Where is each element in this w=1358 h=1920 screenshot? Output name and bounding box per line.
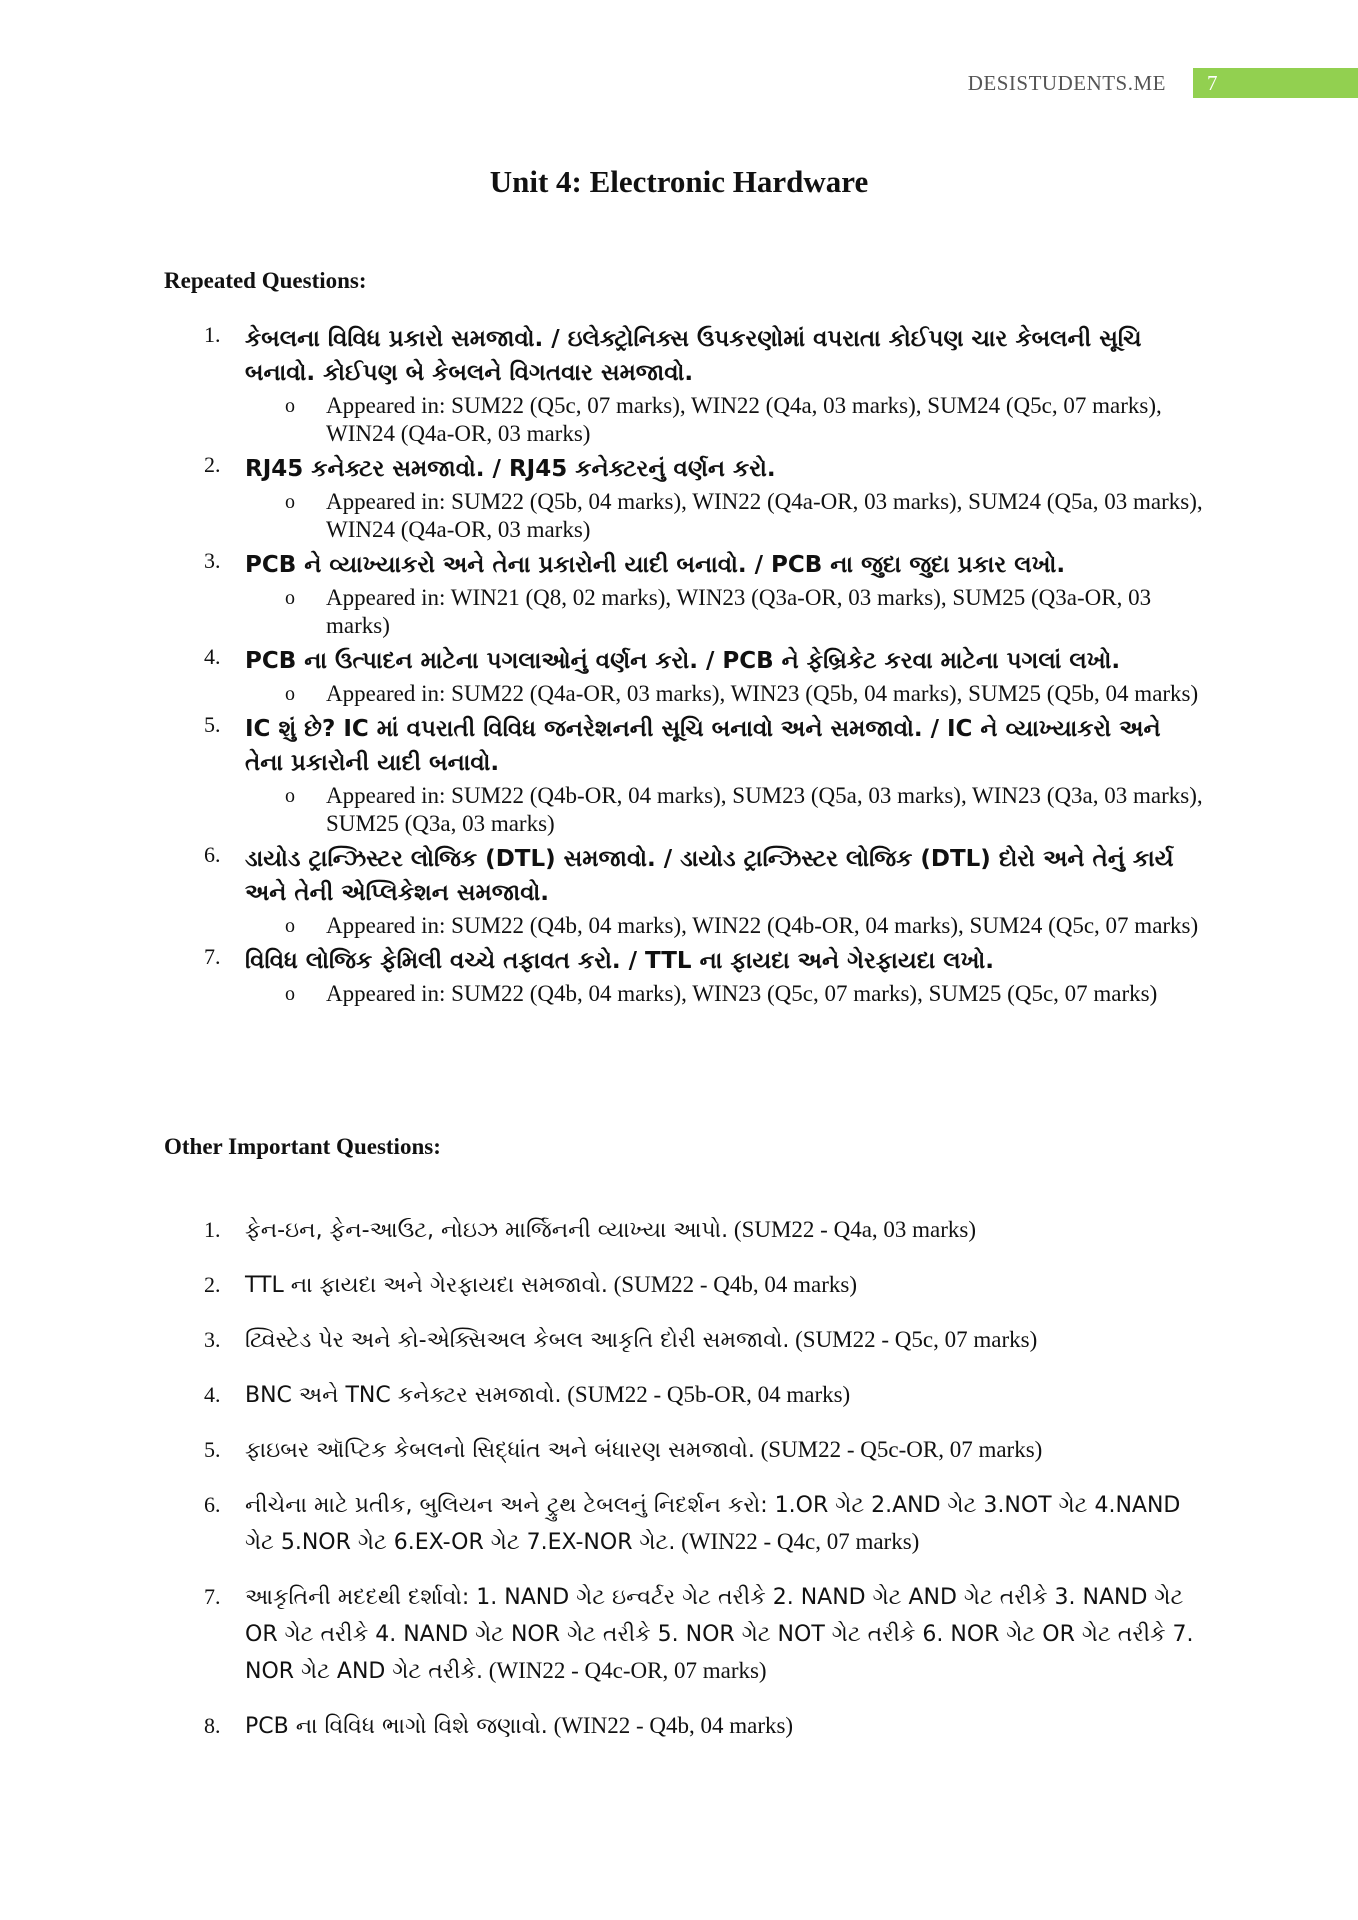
list-item: 5. IC શું છે? IC માં વપરાતી વિવિધ જનરેશનની સૂચિ બનાવો અને સમજાવો. / IC ને વ્યાખ્યાકરો અને તેના પ્રકારોની યાદી બનાવો. o Appeared in: SUM22 (Q4b-OR, 04 marks), SUM23 (Q5a, 03 marks), WIN23 (Q3a, 03 marks), SUM25 (Q3a, 03 marks)	[204, 712, 1203, 836]
list-item: 7. આકૃતિની મદદથી દર્શાવો: 1. NAND ગેટ ઇન્વર્ટર ગેટ તરીકે 2. NAND ગેટ AND ગેટ તરીકે 3. NAND ગેટ OR ગેટ તરીકે 4. NAND ગેટ NOR ગેટ તરીકે 5. NOR ગેટ NOT ગેટ તરીકે 6. NOR ગેટ OR ગેટ તરીકે 7. NOR ગેટ AND ગેટ તરીકે. (WIN22 - Q4c-OR, 07 marks)	[204, 1584, 1194, 1684]
appeared-in: o Appeared in: SUM22 (Q4b, 04 marks), WIN23 (Q5c, 07 marks), SUM25 (Q5c, 07 marks)	[285, 981, 1158, 1006]
question-text: કેબલના વિવિધ પ્રકારો સમજાવો. / ઇલેક્ટ્રોનિક્સ ઉપકરણોમાં વપરાતા કોઈપણ ચાર કેબલની સૂચિ બનાવો. કોઈપણ બે કેબલને વિગતવાર સમજાવો.	[245, 326, 1142, 386]
list-item: 5. ફાઇબર ઑપ્ટિક કેબલનો સિદ્ધાંત અને બંધારણ સમજાવો. (SUM22 - Q5c-OR, 07 marks)	[204, 1437, 1043, 1463]
question-text: RJ45 કનેક્ટર સમજાવો. / RJ45 કનેક્ટરનું વર્ણન કરો.	[245, 456, 776, 482]
appeared-in: o Appeared in: SUM22 (Q4b, 04 marks), WIN22 (Q4b-OR, 04 marks), SUM24 (Q5c, 07 marks)	[285, 913, 1199, 938]
appeared-in: o Appeared in: SUM22 (Q5c, 07 marks), WIN22 (Q4a, 03 marks), SUM24 (Q5c, 07 marks), WIN24 (Q4a-OR, 03 marks)	[285, 393, 1162, 446]
list-item: 6. નીચેના માટે પ્રતીક, બુલિયન અને ટ્રુથ ટેબલનું નિદર્શન કરો: 1.OR ગેટ 2.AND ગેટ 3.NOT ગેટ 4.NAND ગેટ 5.NOR ગેટ 6.EX-OR ગેટ 7.EX-NOR ગેટ. (WIN22 - Q4c, 07 marks)	[204, 1492, 1181, 1555]
question-text: વિવિધ લોજિક ફેમિલી વચ્ચે તફાવત કરો. / TTL ના ફાયદા અને ગેરફાયદા લખો.	[245, 948, 995, 974]
list-item: 6. ડાયોડ ટ્રાન્ઝિસ્ટર લોજિક (DTL) સમજાવો. / ડાયોડ ટ્રાન્ઝિસ્ટર લોજિક (DTL) દોરો અને તેનું કાર્ય અને તેની એપ્લિકેશન સમજાવો. o Appeared in: SUM22 (Q4b, 04 marks), WIN22 (Q4b-OR, 04 marks), SUM24 (Q5c, 07 marks)	[164, 842, 1204, 940]
site-name: DESISTUDENTS.ME	[967, 71, 1166, 95]
list-item: 1. કેબલના વિવિધ પ્રકારો સમજાવો. / ઇલેક્ટ્રોનિક્સ ઉપકરણોમાં વપરાતા કોઈપણ ચાર કેબલની સૂચિ બનાવો. કોઈપણ બે કેબલને વિગતવાર સમજાવો. o Appeared in: SUM22 (Q5c, 07 marks), WIN22 (Q4a, 03 marks), SUM24 (Q5c, 07 marks), WIN24 (Q4a-OR, 03 marks)	[164, 322, 1204, 448]
appeared-in: o Appeared in: SUM22 (Q4b-OR, 04 marks), SUM23 (Q5a, 03 marks), WIN23 (Q3a, 03 marks), SUM25 (Q3a, 03 marks)	[285, 783, 1203, 836]
repeated-questions-list	[164, 322, 1204, 1008]
page-header	[967, 68, 1358, 98]
list-item: 4. PCB ના ઉત્પાદન માટેના પગલાઓનું વર્ણન કરો. / PCB ને ફેબ્રિકેટ કરવા માટેના પગલાં લખો. o Appeared in: SUM22 (Q4a-OR, 03 marks), WIN23 (Q5b, 04 marks), SUM25 (Q5b, 04 marks)	[164, 644, 1204, 708]
unit-title: Unit 4: Electronic Hardware	[489, 164, 869, 199]
question-text: IC શું છે? IC માં વપરાતી વિવિધ જનરેશનની સૂચિ બનાવો અને સમજાવો. / IC ને વ્યાખ્યાકરો અને તેના પ્રકારોની યાદી બનાવો.	[245, 716, 1161, 776]
page-number: 7	[1193, 68, 1358, 98]
other-questions-list	[164, 1212, 1204, 1763]
appeared-in: o Appeared in: WIN21 (Q8, 02 marks), WIN23 (Q3a-OR, 03 marks), SUM25 (Q3a-OR, 03 marks)	[285, 585, 1152, 638]
appeared-in: o Appeared in: SUM22 (Q4a-OR, 03 marks), WIN23 (Q5b, 04 marks), SUM25 (Q5b, 04 marks)	[285, 681, 1199, 706]
question-text: PCB ના ઉત્પાદન માટેના પગલાઓનું વર્ણન કરો. / PCB ને ફેબ્રિકેટ કરવા માટેના પગલાં લખો.	[245, 648, 1121, 674]
list-item: 3. PCB ને વ્યાખ્યાકરો અને તેના પ્રકારોની યાદી બનાવો. / PCB ના જુદા જુદા પ્રકાર લખો. o Appeared in: WIN21 (Q8, 02 marks), WIN23 (Q3a-OR, 03 marks), SUM25 (Q3a-OR, 03 marks)	[164, 548, 1204, 640]
repeated-questions-heading: Repeated Questions:	[164, 268, 367, 293]
list-item: 3. ટ્વિસ્ટેડ પેર અને કો-એક્સિઅલ કેબલ આકૃતિ દોરી સમજાવો. (SUM22 - Q5c, 07 marks)	[204, 1327, 1038, 1353]
question-text: ડાયોડ ટ્રાન્ઝિસ્ટર લોજિક (DTL) સમજાવો. / ડાયોડ ટ્રાન્ઝિસ્ટર લોજિક (DTL) દોરો અને તેનું કાર્ય અને તેની એપ્લિકેશન સમજાવો.	[245, 846, 1174, 906]
list-item: 1. ફેન-ઇન, ફેન-આઉટ, નોઇઝ માર્જિનની વ્યાખ્યા આપો. (SUM22 - Q4a, 03 marks)	[204, 1217, 977, 1243]
list-item: 7. વિવિધ લોજિક ફેમિલી વચ્ચે તફાવત કરો. / TTL ના ફાયદા અને ગેરફાયદા લખો. o Appeared in: SUM22 (Q4b, 04 marks), WIN23 (Q5c, 07 marks), SUM25 (Q5c, 07 marks)	[164, 944, 1204, 1008]
list-item: 8. PCB ના વિવિધ ભાગો વિશે જણાવો. (WIN22 - Q4b, 04 marks)	[204, 1713, 794, 1739]
list-item: 2. RJ45 કનેક્ટર સમજાવો. / RJ45 કનેક્ટરનું વર્ણન કરો. o Appeared in: SUM22 (Q5b, 04 marks), WIN22 (Q4a-OR, 03 marks), SUM24 (Q5a, 03 marks), WIN24 (Q4a-OR, 03 marks)	[204, 452, 1203, 542]
other-questions-heading: Other Important Questions:	[164, 1134, 441, 1159]
list-item: 4. BNC અને TNC કનેક્ટર સમજાવો. (SUM22 - Q5b-OR, 04 marks)	[204, 1382, 851, 1408]
list-item: 2. TTL ના ફાયદા અને ગેરફાયદા સમજાવો. (SUM22 - Q4b, 04 marks)	[204, 1272, 858, 1298]
appeared-in: o Appeared in: SUM22 (Q5b, 04 marks), WIN22 (Q4a-OR, 03 marks), SUM24 (Q5a, 03 marks), WIN24 (Q4a-OR, 03 marks)	[285, 489, 1203, 542]
question-text: PCB ને વ્યાખ્યાકરો અને તેના પ્રકારોની યાદી બનાવો. / PCB ના જુદા જુદા પ્રકાર લખો.	[245, 552, 1066, 578]
